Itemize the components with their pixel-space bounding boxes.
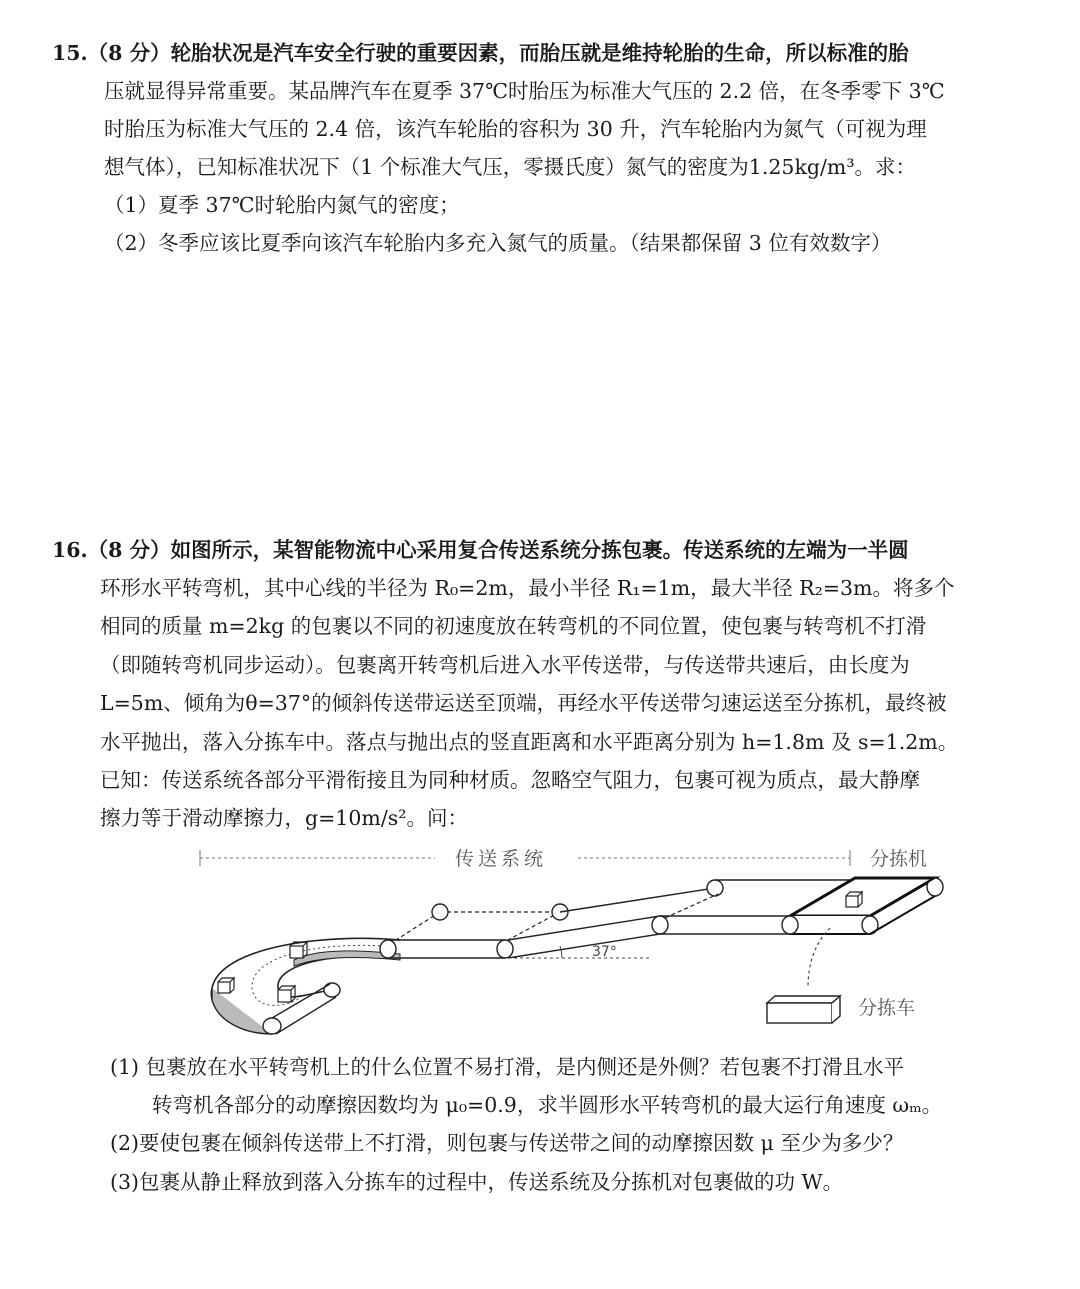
sorting-cart: [767, 996, 840, 1023]
q16-sub-1: (1) 包裹放在水平转弯机上的什么位置不易打滑，是内侧还是外侧？若包裹不打滑且水平: [110, 1055, 905, 1079]
q15-sub-2: （2）冬季应该比夏季向该汽车轮胎内多充入氮气的质量。（结果都保留 3 位有效数字）: [104, 231, 892, 255]
q15-line-3: 时胎压为标准大气压的 2.4 倍，该汽车轮胎的容积为 30 升，汽车轮胎内为氮气（可视为理: [104, 117, 927, 141]
label-cart: 分拣车: [858, 997, 916, 1019]
turning-machine: [211, 938, 400, 1034]
q16-line-7: 已知：传送系统各部分平滑衔接且为同种材质。忽略空气阻力，包裹可视为质点，最大静摩: [100, 768, 920, 792]
package-icon: [218, 978, 234, 993]
label-angle: 37°: [592, 944, 617, 960]
q15-line-1: 15.（8 分）轮胎状况是汽车安全行驶的重要因素，而胎压就是维持轮胎的生命，所以标准的胎: [52, 41, 909, 65]
q15-line-4: 想气体），已知标准状况下（1 个标准大气压，零摄氏度）氮气的密度为1.25kg/m³。求：: [104, 155, 917, 179]
horizontal-belt: [380, 904, 568, 958]
q16-sub-3: (3)包裹从静止释放到落入分拣车的过程中，传送系统及分拣机对包裹做的功 W。: [110, 1170, 844, 1194]
q16-sub-2: (2)要使包裹在倾斜传送带上不打滑，则包裹与传送带之间的动摩擦因数 μ 至少为多少？: [110, 1131, 904, 1155]
q16-line-6: 水平抛出，落入分拣车中。落点与抛出点的竖直距离和水平距离分别为 h=1.8m 及 s=1.2m。: [100, 730, 959, 754]
q16-line-3: 相同的质量 m=2kg 的包裹以不同的初速度放在转弯机的不同位置，使包裹与转弯机不打滑: [100, 614, 927, 638]
label-sorter: 分拣机: [870, 848, 928, 870]
q16-line-8: 擦力等于滑动摩擦力，g=10m/s²。问：: [100, 806, 468, 830]
angle-arc: [560, 946, 562, 958]
package-icon: [278, 986, 295, 1002]
q16-line-1: 16.（8 分）如图所示，某智能物流中心采用复合传送系统分拣包裹。传送系统的左端为一半圆: [52, 538, 909, 562]
q16-line-4: （即随转弯机同步运动）。包裹离开转弯机后进入水平传送带，与传送带共速后，由长度为: [100, 653, 910, 677]
sorter-machine: [782, 878, 943, 934]
q16-sub-1-cont: 转弯机各部分的动摩擦因数均为 μ₀=0.9，求半圆形水平转弯机的最大运行角速度 ωₘ。: [152, 1093, 943, 1117]
q16-line-2: 环形水平转弯机，其中心线的半径为 R₀=2m，最小半径 R₁=1m，最大半径 R₂=3m。将多个: [100, 576, 955, 600]
label-system: 传送系统: [455, 848, 548, 870]
q15-line-2: 压就显得异常重要。某品牌汽车在夏季 37℃时胎压为标准大气压的 2.2 倍，在冬季零下 3℃: [104, 79, 945, 103]
q16-line-5: L=5m、倾角为θ=37°的倾斜传送带运送至顶端，再经水平传送带匀速运送至分拣机，最终被: [100, 691, 947, 715]
conveyor-diagram: [190, 838, 950, 1038]
trajectory-path: [808, 928, 830, 988]
q15-sub-1: （1）夏季 37℃时轮胎内氮气的密度；: [104, 193, 460, 217]
